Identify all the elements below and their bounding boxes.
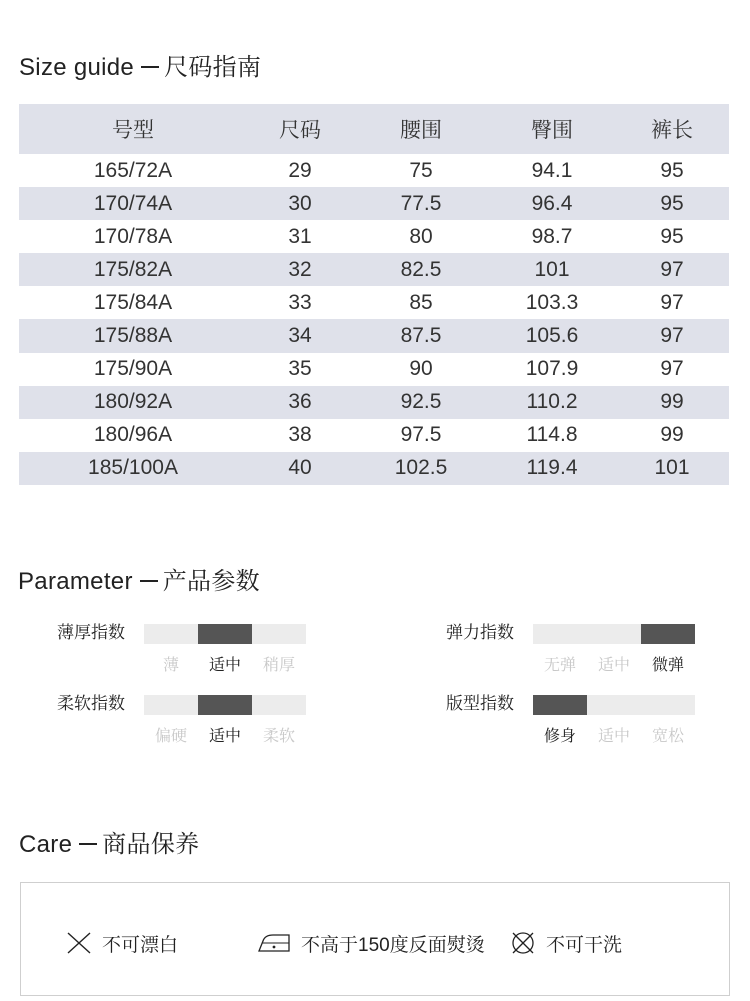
size-table xyxy=(19,104,729,485)
table-cell: 97 xyxy=(615,253,729,286)
table-cell: 97 xyxy=(660,357,684,381)
table-row xyxy=(19,187,729,220)
parameter-item xyxy=(57,622,337,682)
table-row xyxy=(19,353,729,386)
table-cell: 77.5 xyxy=(353,187,489,220)
care-item-no-bleach xyxy=(66,929,178,957)
table-cell: 119.4 xyxy=(489,452,615,485)
parameter-options xyxy=(144,723,306,746)
parameter-bar-segment xyxy=(641,695,695,715)
care-box xyxy=(20,882,730,996)
parameter-bar-segment xyxy=(144,624,198,644)
table-cell: 175/88A xyxy=(19,319,247,352)
parameter-bar-active-segment xyxy=(533,695,587,715)
table-cell: 36 xyxy=(247,386,353,419)
table-cell: 95 xyxy=(660,158,684,182)
table-row xyxy=(19,220,729,253)
parameter-option: 偏硬 xyxy=(154,728,187,745)
column-header: 尺码 xyxy=(247,104,353,154)
care-title-en: Care xyxy=(19,831,73,858)
parameter-option-selected: 适中 xyxy=(208,728,241,745)
parameter-option-selected: 修身 xyxy=(543,728,576,745)
table-cell: 185/100A xyxy=(19,452,247,485)
column-header: 腰围 xyxy=(353,104,489,154)
parameter-label: 薄厚指数 xyxy=(57,623,125,642)
table-cell: 80 xyxy=(409,224,433,248)
table-cell: 95 xyxy=(615,187,729,220)
table-cell: 92.5 xyxy=(353,386,489,419)
table-cell: 110.2 xyxy=(489,386,615,419)
size-table-header xyxy=(19,104,729,154)
parameter-title xyxy=(18,561,260,596)
table-cell: 40 xyxy=(247,452,353,485)
column-header: 臀围 xyxy=(489,104,615,154)
table-row xyxy=(19,386,729,419)
table-cell: 96.4 xyxy=(489,187,615,220)
column-header: 号型 xyxy=(19,104,247,154)
table-cell: 103.3 xyxy=(525,290,579,314)
parameter-bar-active-segment xyxy=(641,624,695,644)
table-row xyxy=(19,253,729,286)
parameter-bar-segment xyxy=(533,624,587,644)
parameter-option-selected: 适中 xyxy=(208,657,241,674)
table-cell: 32 xyxy=(247,253,353,286)
table-cell: 102.5 xyxy=(353,452,489,485)
parameter-bar-segment xyxy=(587,624,641,644)
parameter-bar-active-segment xyxy=(198,695,252,715)
care-text: 不可干洗 xyxy=(546,934,623,956)
table-cell: 101 xyxy=(489,253,615,286)
parameter-bar xyxy=(533,695,695,715)
parameter-option: 柔软 xyxy=(262,728,295,745)
care-item-no-dry-clean xyxy=(510,929,622,957)
table-cell: 85 xyxy=(409,290,433,314)
parameter-label: 弹力指数 xyxy=(446,623,514,642)
parameter-bar xyxy=(144,624,306,644)
table-cell: 82.5 xyxy=(353,253,489,286)
parameter-item xyxy=(446,693,726,753)
table-cell: 180/96A xyxy=(93,423,173,447)
parameter-options xyxy=(533,723,695,746)
no-dry-clean-icon xyxy=(510,930,536,956)
table-cell: 30 xyxy=(247,187,353,220)
parameter-option-selected: 微弹 xyxy=(651,657,684,674)
care-item-iron xyxy=(257,929,485,957)
care-text: 不高于150度反面熨烫 xyxy=(301,934,485,956)
table-cell: 90 xyxy=(409,357,433,381)
table-cell: 99 xyxy=(615,386,729,419)
table-cell: 75 xyxy=(409,158,433,182)
care-text: 不可漂白 xyxy=(102,934,179,956)
size-guide-title-cn: 尺码指南 xyxy=(164,54,262,81)
table-row xyxy=(19,452,729,485)
table-cell: 170/74A xyxy=(19,187,247,220)
size-guide-title-en: Size guide xyxy=(19,54,135,81)
parameter-bar xyxy=(144,695,306,715)
table-cell: 97.5 xyxy=(400,423,442,447)
table-row xyxy=(19,286,729,319)
title-dash xyxy=(141,66,159,68)
parameter-title-en: Parameter xyxy=(18,568,133,595)
title-dash xyxy=(79,843,97,845)
table-cell: 170/78A xyxy=(93,224,173,248)
table-cell: 35 xyxy=(288,357,312,381)
parameter-option: 宽松 xyxy=(651,728,684,745)
table-cell: 34 xyxy=(247,319,353,352)
table-cell: 87.5 xyxy=(353,319,489,352)
parameter-options xyxy=(144,652,306,675)
parameter-option: 稍厚 xyxy=(262,657,295,674)
table-cell: 98.7 xyxy=(531,224,573,248)
parameter-label: 柔软指数 xyxy=(57,694,125,713)
parameter-bar-segment xyxy=(252,624,306,644)
table-cell: 165/72A xyxy=(93,158,173,182)
table-cell: 175/82A xyxy=(19,253,247,286)
parameter-bar-segment xyxy=(144,695,198,715)
table-row xyxy=(19,154,729,187)
no-bleach-icon xyxy=(66,931,92,955)
parameter-bar-segment xyxy=(587,695,641,715)
parameter-item xyxy=(446,622,726,682)
table-cell: 107.9 xyxy=(525,357,579,381)
table-cell: 97 xyxy=(660,290,684,314)
table-cell: 175/90A xyxy=(93,357,173,381)
care-title-cn: 商品保养 xyxy=(102,831,200,858)
table-cell: 97 xyxy=(615,319,729,352)
parameter-option: 无弹 xyxy=(543,657,576,674)
table-cell: 95 xyxy=(660,224,684,248)
iron-low-heat-icon xyxy=(257,931,291,955)
parameter-bar-active-segment xyxy=(198,624,252,644)
parameter-option: 薄 xyxy=(162,657,179,674)
parameter-label: 版型指数 xyxy=(446,694,514,713)
table-cell: 31 xyxy=(288,224,312,248)
table-cell: 99 xyxy=(660,423,684,447)
column-header: 裤长 xyxy=(615,104,729,154)
care-title xyxy=(19,824,199,859)
parameter-option: 适中 xyxy=(597,728,630,745)
table-row xyxy=(19,319,729,352)
parameter-bar-segment xyxy=(252,695,306,715)
table-row xyxy=(19,419,729,452)
table-cell: 29 xyxy=(288,158,312,182)
table-cell: 180/92A xyxy=(19,386,247,419)
parameter-bar xyxy=(533,624,695,644)
table-cell: 105.6 xyxy=(489,319,615,352)
parameter-item xyxy=(57,693,337,753)
parameter-option: 适中 xyxy=(597,657,630,674)
table-cell: 101 xyxy=(615,452,729,485)
table-cell: 175/84A xyxy=(93,290,173,314)
table-cell: 94.1 xyxy=(531,158,573,182)
parameter-title-cn: 产品参数 xyxy=(162,568,260,595)
table-cell: 38 xyxy=(288,423,312,447)
size-guide-title xyxy=(19,47,261,82)
table-cell: 33 xyxy=(288,290,312,314)
title-dash xyxy=(140,580,158,582)
parameter-options xyxy=(533,652,695,675)
table-cell: 114.8 xyxy=(526,423,578,447)
